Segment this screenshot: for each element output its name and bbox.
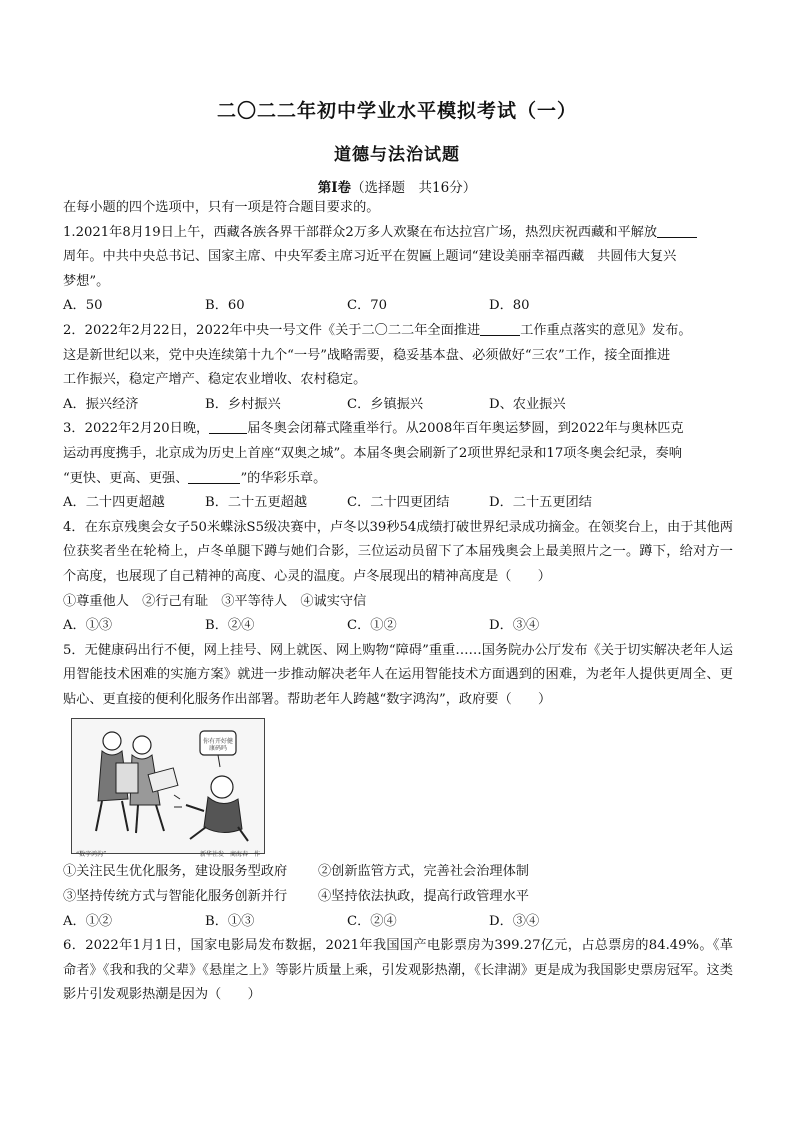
cartoon-sign-text: 你有开好健康码吗 (203, 738, 234, 753)
q1-option-c[interactable]: C．70 (347, 298, 388, 314)
q3-line2: 运动再度携手，北京成为历史上首座“双奥之城”。本届冬奥会刷新了2项世界纪录和17项冬奥会纪录，奏响 (63, 445, 682, 461)
digital-divide-cartoon (71, 718, 265, 859)
q5-option-b[interactable]: B．①③ (205, 913, 255, 929)
q4-stem: 4．在东京残奥会女子50米蝶泳S5级决赛中，卢冬以39秒54成绩打破世界纪录成功摘金。在领奖台上，由于其他两位获奖者坐在轮椅上，卢冬单腿下蹲与她们合影，三位运动员留下了本届残奥会上最美照片之一。蹲下，给对方一个高度，也展现了自己精神的高度、心灵的温度。卢冬展现出的精神高度是（ ） (63, 519, 733, 584)
q5-option-d[interactable]: D．③④ (489, 913, 540, 929)
q2-line2: 这是新世纪以来，党中央连续第十九个“一号”战略需要，稳妥基本盘、必须做好“三农”工作，接全面推进 (63, 347, 671, 363)
section-note: （选择题 共16分） (351, 180, 477, 196)
section-heading (0, 176, 794, 196)
q1-option-d[interactable]: D．80 (489, 298, 530, 314)
q1-text-1: 1.2021年8月19日上午，西藏各族各界干部群众2万多人欢聚在布达拉宫广场，热烈庆祝西藏和平解放 (63, 224, 658, 240)
q4-option-a[interactable]: A．①③ (63, 618, 113, 634)
q1-option-a[interactable]: A．50 (63, 298, 103, 314)
q4-choices: ①尊重他人 ②行己有耻 ③平等待人 ④诚实守信 (63, 593, 367, 609)
q3-line1 (63, 417, 733, 442)
q4-option-c[interactable]: C．①② (347, 618, 397, 634)
section-number: 第Ⅰ卷 (317, 180, 352, 196)
q2-option-c[interactable]: C．乡镇振兴 (347, 396, 424, 412)
q4-option-b[interactable]: B．②④ (205, 618, 255, 634)
q3-options (63, 491, 733, 516)
q1-options (63, 294, 733, 319)
q5-options (63, 910, 733, 935)
q2-text-1a: 2．2022年2月22日，2022年中央一号文件《关于二〇二二年全面推进 (63, 322, 481, 338)
q5-stem: 5．无健康码出行不便，网上挂号、网上就医、网上购物“障碍”重重……国务院办公厅发布《关于切实解决老年人运用智能技术困难的实施方案》就进一步推动解决老年人在运用智能技术方面遇到的困难，为老年人提供更周全、更贴心、更直接的便利化服务作出部署。帮助老年人跨越“数字鸿沟”，政府要（ ） (63, 642, 733, 707)
q5-choices-row2 (63, 885, 733, 910)
q3-option-c[interactable]: C．二十四更团结 (347, 495, 450, 511)
q2-option-a[interactable]: A．振兴经济 (63, 396, 139, 412)
cartoon-caption-credit: 新华社发 商海春 作 (199, 851, 260, 859)
q6-stem: 6．2022年1月1日，国家电影局发布数据，2021年我国国产电影票房为399.27亿元，占总票房的84.49%。《革命者》《我和我的父辈》《悬崖之上》等影片质量上乘，引发观影热潮，《长津湖》更是成为我国影史票房冠军。这类影片引发观影热潮是因为（ ） (63, 938, 733, 1003)
q3-option-b[interactable]: B．二十五更超越 (205, 495, 308, 511)
q2-line3: 工作振兴，稳定产增产、稳定农业增收、农村稳定。 (63, 372, 367, 388)
q3-blank-1 (209, 419, 247, 434)
q2-line1 (63, 319, 733, 344)
q4-options (63, 614, 733, 639)
q2-option-b[interactable]: B．乡村振兴 (205, 396, 281, 412)
q3-blank-2 (188, 469, 240, 484)
q5-choice-4: ④坚持依法执政，提高行政管理水平 (318, 889, 529, 905)
subject-title: 道德与法治试题 (334, 145, 460, 165)
cartoon-drawing (72, 719, 264, 853)
q3-text-1b: 届冬奥会闭幕式隆重举行。从2008年百年奥运梦圆，到2022年与奥林匹克 (247, 421, 684, 437)
q3-option-a[interactable]: A．二十四更超越 (63, 495, 165, 511)
q2-options (63, 393, 733, 418)
exam-title: 二〇二二年初中学业水平模拟考试（一） (216, 100, 577, 122)
q4-option-d[interactable]: D．③④ (489, 618, 540, 634)
q1-blank (657, 223, 697, 238)
instruction: 在每小题的四个选项中，只有一项是符合题目要求的。 (63, 200, 380, 215)
q5-choice-2: ②创新监管方式，完善社会治理体制 (318, 864, 529, 880)
q5-option-c[interactable]: C．②④ (347, 913, 397, 929)
q2-option-d[interactable]: D、农业振兴 (489, 396, 566, 412)
q1-line2: 周年。中共中央总书记、国家主席、中央军委主席习近平在贺匾上题词“建设美丽幸福西藏 共圆伟大复兴 (63, 249, 677, 265)
q1-option-b[interactable]: B．60 (205, 298, 245, 314)
q3-text-1a: 3．2022年2月20日晚， (63, 421, 210, 437)
q1-line1 (63, 221, 733, 246)
q5-choice-1: ①关注民生优化服务，建设服务型政府 (63, 864, 288, 880)
q5-option-a[interactable]: A．①② (63, 913, 113, 929)
cartoon-caption-title: “数字鸿沟” (76, 851, 107, 859)
q3-text-3b: ”的华彩乐章。 (240, 470, 327, 486)
q2-text-1b: 工作重点落实的意见》发布。 (520, 322, 692, 338)
question-body (63, 196, 733, 1008)
q3-option-d[interactable]: D．二十五更团结 (489, 495, 592, 511)
q3-line3 (63, 467, 733, 492)
q3-text-3a: “更快、更高、更强、 (63, 470, 189, 486)
q2-blank (480, 321, 520, 336)
q5-choices-row1 (63, 860, 733, 885)
q1-line3: 梦想”。 (63, 273, 110, 289)
q5-choice-3: ③坚持传统方式与智能化服务创新并行 (63, 889, 288, 905)
